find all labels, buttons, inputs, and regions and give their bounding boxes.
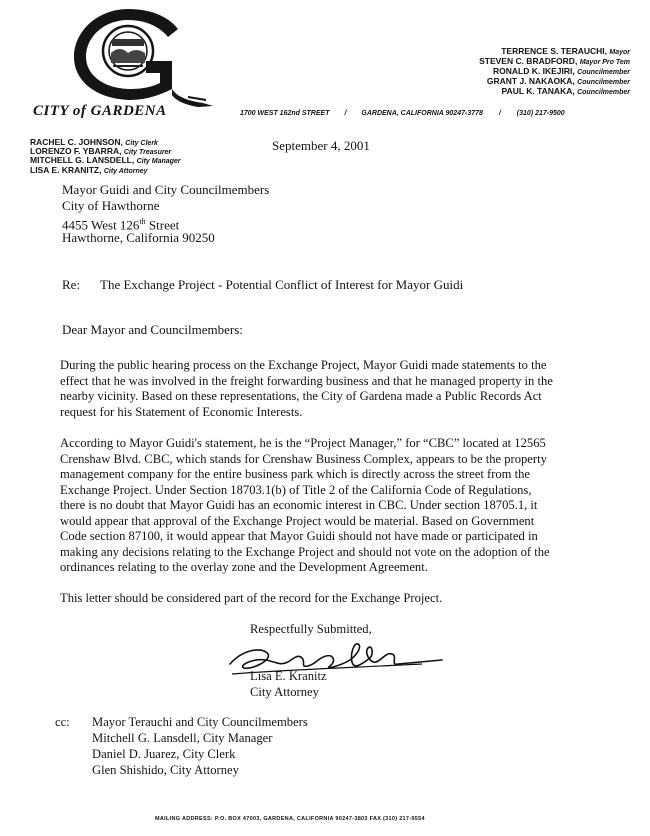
paragraph-1 [60, 358, 590, 420]
cc-label: cc: [55, 715, 70, 729]
staff-name: LISA E. KRANITZ, [30, 165, 102, 175]
phone-separator: / [498, 110, 501, 117]
mailing-address-footer: MAILING ADDRESS: P.O. BOX 47003, GARDENA, CALIFORNIA 90247-3803 FAX (310) 217-9554 [155, 816, 425, 822]
cc-recipient: Mitchell G. Lansdell, City Manager [92, 731, 273, 745]
cc-recipient: Mayor Terauchi and City Councilmembers [92, 715, 308, 729]
staff-role: City Clerk [125, 140, 158, 147]
council-role: Councilmember [577, 69, 630, 76]
letterhead-phone: (310) 217-9500 [516, 110, 565, 117]
body-line: effect that he was involved in the freight forwarding business and that he managed property in the [60, 373, 553, 388]
street-suffix: th [139, 217, 146, 226]
letterhead-address [240, 110, 565, 117]
recipient-line: Mayor Guidi and City Councilmembers [62, 182, 270, 197]
letterhead-street: 1700 WEST 162nd STREET [240, 110, 330, 117]
council-name: PAUL K. TANAKA, [501, 86, 575, 96]
signer-name: Lisa E. Kranitz [250, 669, 327, 683]
body-line: nearby vicinity. Based on these representations, the City of Gardena made a Public Records Act [60, 389, 542, 403]
body-line: making any decisions relating to the Exchange Project and should not vote on the adoption of the [60, 544, 550, 559]
body-line: management company for the entire business park which is directly across the street from the [60, 467, 531, 481]
council-role: Councilmember [577, 89, 630, 96]
body-line: there is no doubt that Mayor Guidi has an economic interest in CBC. Under section 18705.1, it [60, 498, 538, 512]
council-name: STEVEN C. BRADFORD, [479, 56, 578, 66]
body-line: Code section 87100, it would appear that Mayor Guidi should not have made or participated in [60, 529, 538, 543]
salutation: Dear Mayor and Councilmembers: [62, 322, 243, 337]
street-name: Street [145, 217, 180, 233]
recipient-line: Hawthorne, California 90250 [62, 230, 215, 245]
letter-date: September 4, 2001 [272, 138, 370, 153]
council-role: Mayor [609, 49, 630, 56]
council-role: Mayor Pro Tem [579, 59, 630, 66]
council-name: TERRENCE S. TERAUCHI, [501, 46, 607, 56]
body-line: request for his Statement of Economic Interests. [60, 404, 303, 419]
paragraph-3: This letter should be considered part of the record for the Exchange Project. [60, 591, 443, 605]
body-line: Exchange Project. Under Section 18703.1(b) of Title 2 of the California Code of Regulations, [60, 482, 532, 497]
signer-title: City Attorney [250, 685, 319, 699]
address-separator: / [344, 110, 347, 117]
staff-role: City Manager [136, 158, 181, 165]
council-name: RONALD K. IKEJIRI, [493, 66, 575, 76]
body-line: During the public hearing process on the Exchange Project, Mayor Guidi made statements to the [60, 358, 547, 372]
staff-role: City Attorney [103, 168, 148, 175]
recipient-line: City of Hawthorne [62, 198, 160, 213]
city-seal-logo [68, 3, 213, 111]
cc-recipient: Glen Shishido, City Attorney [92, 763, 239, 777]
cc-recipient: Daniel D. Juarez, City Clerk [92, 747, 236, 761]
re-label: Re: [62, 277, 81, 292]
closing: Respectfully Submitted, [250, 622, 372, 636]
staff-name: RACHEL C. JOHNSON, [30, 137, 123, 147]
city-name: CITY of GARDENA [33, 103, 167, 119]
staff-name: LORENZO F. YBARRA, [30, 146, 122, 156]
staff-name: MITCHELL G. LANSDELL, [30, 155, 135, 165]
body-line: would appear that approval of the Exchange Project would be material. Based on Government [60, 513, 535, 528]
council-role: Councilmember [577, 79, 630, 86]
body-line: ordinances relating to the overlay zone and the Development Agreement. [60, 560, 428, 574]
letterhead-city-state-zip: GARDENA, CALIFORNIA 90247-3778 [361, 110, 483, 117]
council-name: GRANT J. NAKAOKA, [486, 76, 575, 86]
subject-line: The Exchange Project - Potential Conflict of Interest for Mayor Guidi [100, 277, 464, 292]
staff-role: City Treasurer [123, 149, 172, 156]
body-line: According to Mayor Guidi's statement, he is the “Project Manager,” for “CBC” located at 12565 [60, 436, 546, 450]
paragraph-2 [60, 436, 590, 576]
body-line: Crenshaw Blvd. CBC, which stands for Crenshaw Business Complex, appears to be the property [60, 451, 547, 466]
staff-member [30, 166, 148, 177]
council-member [502, 86, 630, 99]
street-number: 4455 West 126 [62, 217, 140, 233]
